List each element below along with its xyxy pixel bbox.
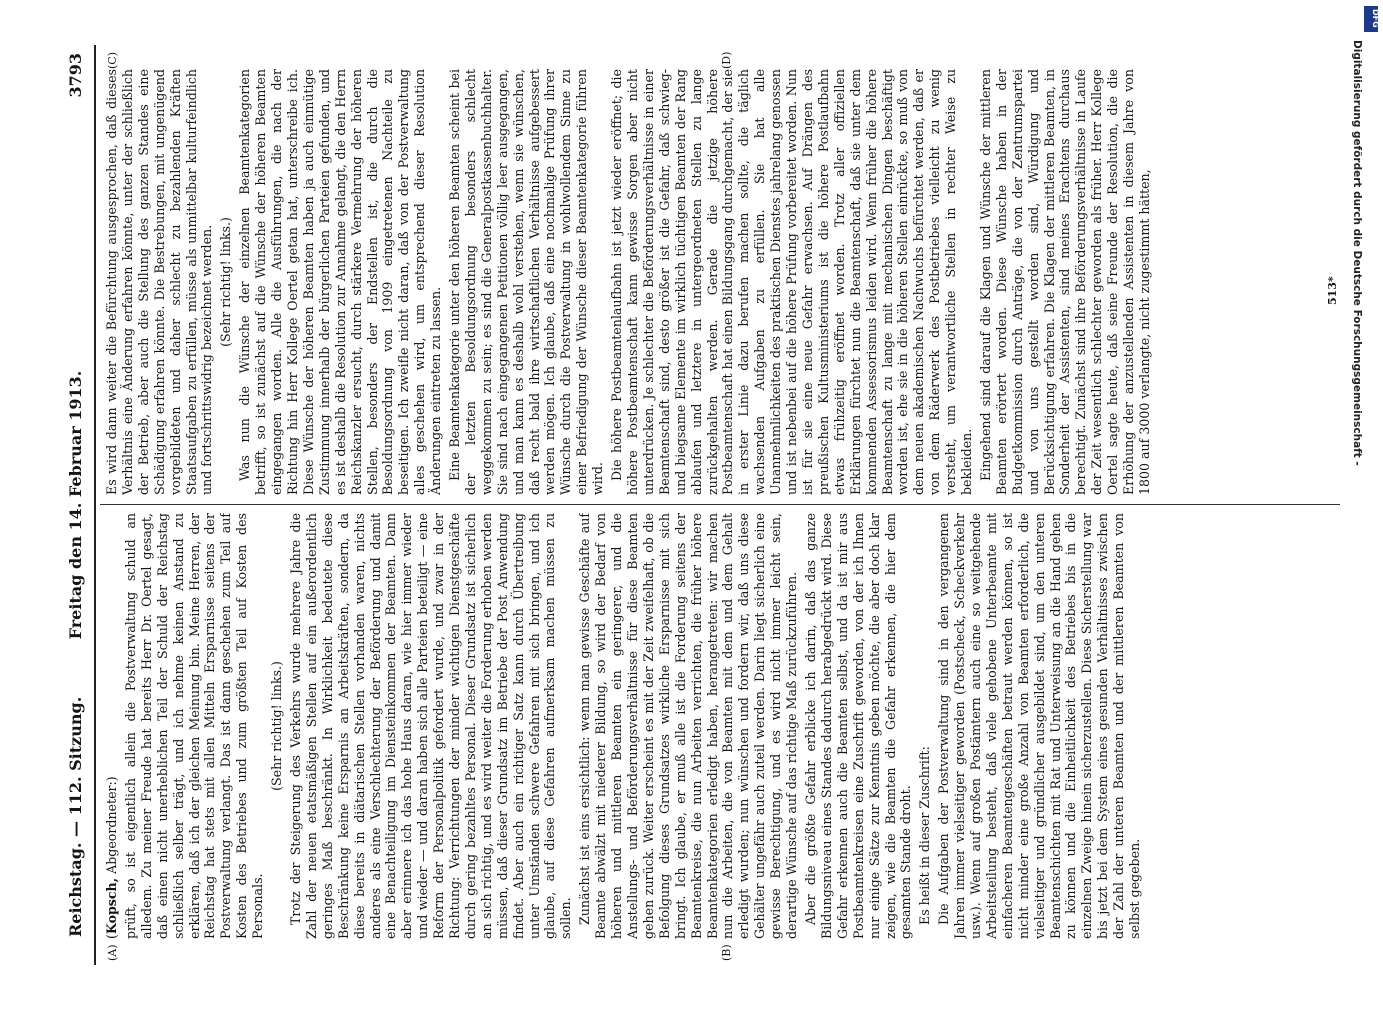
margin-marker-a: (A): [106, 944, 119, 961]
paragraph: Trotz der Steigerung des Verkehrs wurde mehrere Jahre die Zahl der neuen etatsmäßigen Stellen auf ein außerordentlich geringes Maß beschränkt. In Wirklichkeit bedeutete diese Beschränkung keine Ersparnis an Arbeitskräften, sondern, da diese bereits in diätarischen Stellen vorhanden waren, nichts anderes als eine Verschlechterung der Beförderung und damit eine Benachteiligung im Diensteinkommen der Beamten. Dann aber erinnere ich das hohe Haus daran, wie hier immer wieder und wieder — und daran haben sich alle Parteien beteiligt — eine Reform der Personalpolitik gefordert wurde, und zwar in der Richtung: Verrichtungen der minder wichtigen Dienstgeschäfte durch gering bezahltes Personal. Dieser Grundsatz ist sicherlich an sich richtig, und es wird weiter die Forderung erhoben werden müssen, daß dieser Grundsatz im Betriebe der Post Anwendung findet. Aber auch ein richtiger Satz kann durch Übertreibung unter Umständen schwere Gefahren mit sich bringen, und ich glaube, auf diese Gefahren aufmerksam machen müssen zu sollen.: [287, 513, 574, 939]
scanned-page: [60, 45, 1350, 965]
header-left: Reichstag. — 112. Sitzung.: [66, 696, 85, 937]
footnote-mark: 513*: [1326, 276, 1339, 305]
header-date: Freitag den 14. Februar 1913.: [66, 370, 85, 640]
paragraph: Die höhere Postbeamtenlaufbahn ist jetzt wieder eröffnet; die höhere Postbeamtenschaft kann gewisse Sorgen aber nicht unterdrücken. Je schlechter die Beförderungsverhältnisse in einer Beamtenschaft sind, desto größer ist die Gefahr, daß schwieg- und biegsame Elemente im wirklich tüchtigen Beamten der Rang ablaufen und letztere in untergeordneten Stellen zu lange zurückgehalten werden. Gerade die jetzige höhere Postbeamtenschaft hat einen Bildungsgang durchgemacht, der sie in erster Linie dazu berufen machen sollte, die täglich wachsenden Aufgaben zu erfüllen. Sie hat alle Unannehmlichkeiten des praktischen Dienstes jahrelang genossen und ist nebenbei auf die höhere Prüfung vorbereitet worden. Nun ist für sie eine neue Gefahr erwachsen. Auf Drängen des preußischen Kultusministeriums ist die höhere Postlaufbahn etwas frühzeitig eröffnet worden. Trotz aller offiziellen Erklärungen fürchtet nun die Beamtenschaft, daß sie unter dem kommenden Assessorismus leiden wird. Wenn früher die höhere Beamtenschaft zu lange mit mechanischen Dingen beschäftigt worden ist, ehe sie in die höheren Stellen einrückte, so muß von dem neuen akademischen Nachwuchs befürchtet werden, daß er von dem Räderwerk des Postbetriebes vielleicht zu wenig versteht, um verantwortliche Stellen in rechter Weise zu bekleiden.: [609, 69, 975, 495]
page-header: [60, 45, 96, 965]
paragraph: Eingehend sind darauf die Klagen und Wünsche der mittleren Beamten erörtert worden. Diese Wünsche haben in der Budgetkommission durch Anträge, die von der Zentrumspartei und von uns gestellt worden sind, Würdigung und Berücksichtigung erfahren. Die Klagen der mittleren Beamten, in Sonderheit der Assistenten, sind meines Erachtens durchaus berechtigt. Zunächst sind ihre Beförderungsverhältnisse in Laufe der Zeit wesentlich schlechter geworden als früher. Herr Kollege Oertel sagte heute, daß seine Freunde der Resolution, die die Erhöhung der anzustellenden Assistenten in diesem Jahre von 1800 auf 3000 verlangte, nicht zugestimmt hätten,: [977, 69, 1152, 495]
dfg-logo: DFG: [1364, 6, 1378, 32]
paragraph: Es heißt in dieser Zuschrift:: [917, 746, 933, 925]
paragraph: Aber die größte Gefahr erblicke ich darin, daß das ganze Bildungsniveau eines Standes dadurch herabgedrückt wird. Diese Gefahr erkennen auch die Beamten selbst, und da ist mir aus Postbeamtenkreisen eine Zuschrift geworden, von der ich Ihnen nur einige Sätze zur Kenntnis geben möchte, die aber doch klar zeigen, wie die Beamten die Gefahr erkennen, die hier dem gesamten Stande droht.: [802, 513, 914, 939]
margin-marker-c: (C): [106, 52, 119, 69]
digitization-credit: Digitalisierung gefördert durch die Deutsche Forschungsgemeinschaft -: [1351, 40, 1363, 466]
paragraph: Eine Beamtenkategorie unter den höheren Beamten scheint bei der letzten Besoldungsordnung besonders schlecht weggekommen zu sein; es sind die Generalpostkassenbuchhalter. Sie sind nach eingegangenen Petitionen völlig leer ausgegangen, und man kann es deshalb wohl verstehen, wenn sie wünschen, daß recht bald ihre wirtschaftlichen Verhältnisse aufgebessert werden mögen. Ich glaube, daß eine nochmalige Prüfung ihrer Wünsche durch die Postverwaltung in wohlwollendem Sinne zu einer Befriedigung der Wünsche dieser Beamtenkategorie führen wird.: [447, 69, 606, 495]
speaker-role: Abgeordneter:): [104, 776, 119, 878]
page-number: 3793: [66, 53, 85, 98]
speaker-line: (Kopsch, Abgeordneter:): [104, 776, 119, 939]
right-text-column: [104, 69, 1340, 495]
column-divider: [100, 504, 1340, 505]
paragraph: Was nun die Wünsche der einzelnen Beamtenkategorien betrifft, so ist zunächst auf die Wünsche der höheren Beamten eingegangen worden. Alle die Ausführungen, die nach der Richtung hin Herr Kollege Oertel getan hat, unterschreibe ich. Diese Wünsche der höheren Beamten haben ja auch einmütige Zustimmung innerhalb der bürgerlichen Parteien gefunden, und es ist deshalb die Resolution zur Annahme gelangt, die den Herrn Reichskanzler ersucht, durch stärkere Vermehrung der höheren Stellen, besonders der Endstellen ist, die durch die Besoldungsordnung von 1909 eingetretenen Nachteile zu beseitigen. Ich zweifle nicht daran, daß von der Postverwaltung alles geschehen wird, um entsprechend dieser Resolution Änderungen eintreten zu lassen.: [237, 69, 444, 495]
quote-paragraph: Die Aufgaben der Postverwaltung sind in den vergangenen Jahren immer vielseitiger geworden (Postscheck, Scheckverkehr usw.). Wenn auf großen Postämtern auch eine so weitgehende Arbeitsteilung besteht, daß viele gehobene Unterbeamte mit einfacheren Beamtengeschäften betraut werden können, so ist nicht minder eine große Anzahl von Beamten erforderlich, die vielseitiger und gründlicher ausgebildet sind, um den unteren Beamtenschichten mit Rat und Unterweisung an die Hand gehen zu können und die Einheitlichkeit des Betriebes bis in die einzelnen Zweige hinein sicherzustellen. Diese Sicherstellung war bis jetzt bei dem System eines gesunden Verhältnisses zwischen der Zahl der unteren Beamten und der mittleren Beamten von selbst gegeben.: [936, 513, 1143, 939]
left-text-column: [104, 513, 1340, 939]
paragraph: prüft, so ist eigentlich allein die Postverwaltung schuld an alledem. Zu meiner Freude hat bereits Herr Dr. Oertel gesagt, daß einen nicht unerheblichen Teil der Schuld der Reichstag schließlich selber trägt, und ich nehme keinen Anstand zu erklären, daß ich der gleichen Meinung bin. Meine Herren, der Reichstag hat stets mit allen Mitteln Ersparnisse seitens der Postverwaltung verlangt. Das ist dann geschehen zum Teil auf Kosten des Betriebes und zum größten Teil auf Kosten des Personals.: [122, 513, 266, 939]
speaker-name: Kopsch,: [104, 877, 119, 935]
interjection: (Sehr richtig! links.): [218, 217, 234, 347]
margin-marker-b: (B): [720, 944, 733, 961]
margin-marker-d: (D): [720, 51, 733, 69]
paragraph: Zunächst ist eins ersichtlich: wenn man gewisse Geschäfte auf Beamte abwälzt mit niederer Bildung, so wird der Bedarf von höheren und mittleren Beamten ein geringerer, und die Anstellungs- und Beförderungsverhältnisse für diese Beamten gehen zurück. Weiter erscheint es mit der Zeit zweifelhaft, ob die Befolgung dieses Grundsatzes wirkliche Ersparnisse mit sich bringt. Ich glaube, er muß alle ist die Forderung seitens der Beamtenkreise, die nun Arbeiten verrichten, die früher höhere Beamtenkategorien erledigt haben, herangetreten: wir machen nun die Arbeiten, die von Beamten mit dem und dem Gehalt erledigt wurden; nun wünschen und fordern wir, daß uns diese Gehälter ungefähr auch zuteil werden. Darin liegt sicherlich eine gewisse Berechtigung, und es wird nicht immer leicht sein, derartige Wünsche auf das richtige Maß zurückzuführen.: [577, 513, 800, 939]
paragraph: Es wird dann weiter die Befürchtung ausgesprochen, daß dieses Verhältnis eine Änderung erfahren könnte, unter der schließlich der Betrieb, aber auch die Stellung des ganzen Standes eine Schädigung erfahren könnte. Die Bestrebungen, mit ungenügend vorgebildeten und daher schlecht zu bezahlenden Kräften Staatsaufgaben zu erfüllen, müsse als unmittelbar kulturfeindlich und fortschrittswidrig bezeichnet werden.: [104, 69, 215, 495]
interjection: (Sehr richtig! links.): [269, 661, 285, 791]
